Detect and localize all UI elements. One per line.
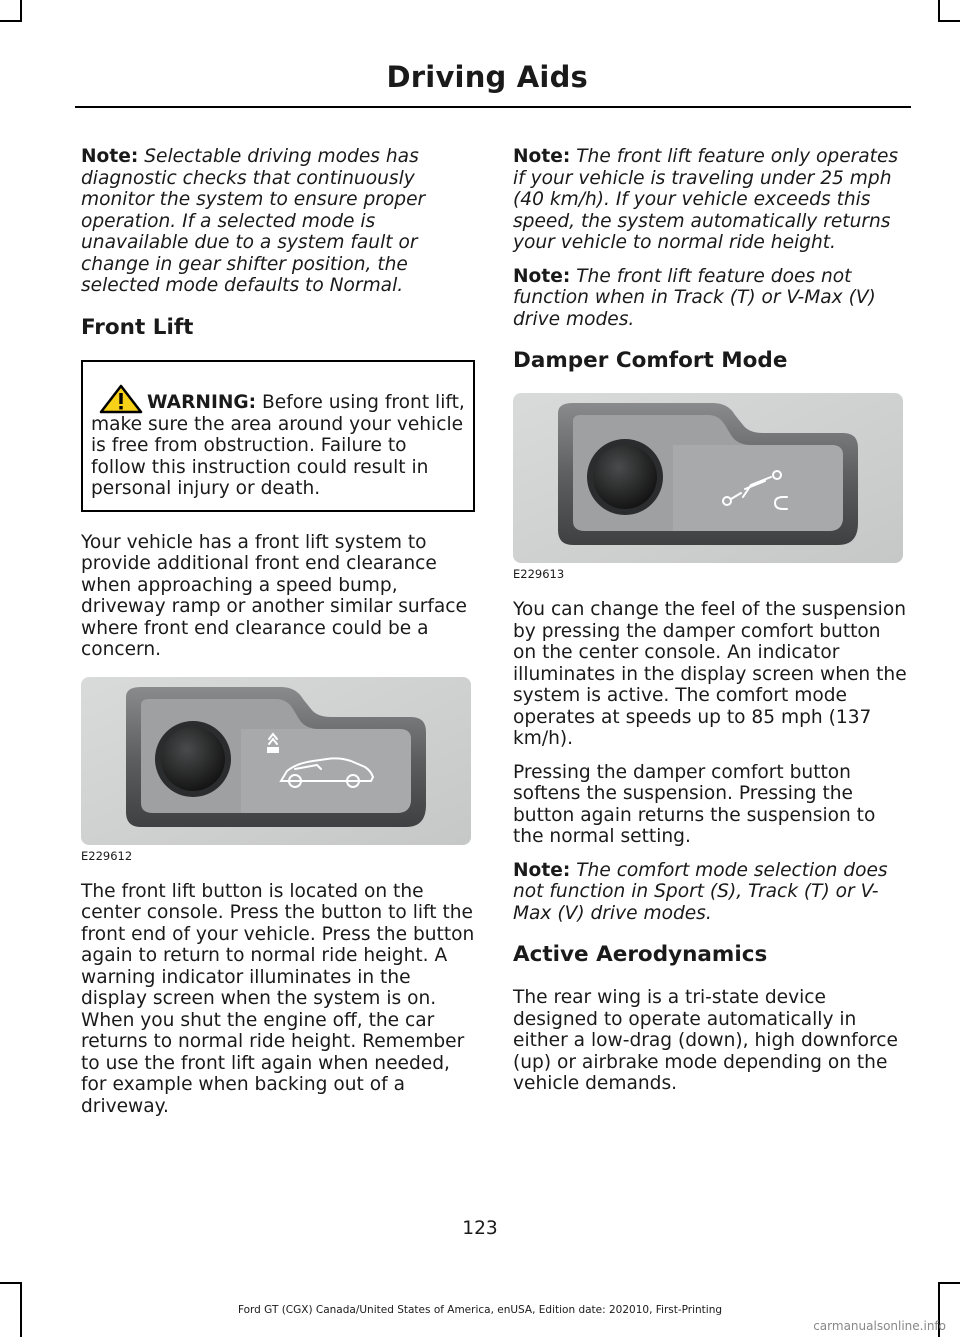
warning-text: Before using front lift, make sure the area around your vehicle is free from obstruction. Failure to follow this instruction could result in personal injury or death. [91, 391, 465, 499]
note-label: Note: [81, 146, 139, 167]
figure-damper-comfort-button [513, 393, 908, 581]
note-drive-modes [513, 266, 908, 331]
note-text: The front lift feature does not function when in Track (T) or V-Max (V) drive modes. [513, 265, 876, 330]
warning-label: WARNING: [147, 391, 257, 413]
page-title: Driving Aids [386, 60, 588, 94]
watermark: carmanualsonline.info [813, 1319, 946, 1333]
page-number: 123 [462, 1218, 498, 1239]
warning-box [81, 360, 475, 512]
crop-mark-top-right [938, 20, 960, 22]
crop-mark-bottom-left [0, 1282, 22, 1284]
figure-code: E229612 [81, 848, 133, 863]
figure-code: E229613 [513, 567, 565, 581]
note-comfort-mode [513, 860, 908, 925]
crop-mark-bottom-right [938, 1282, 960, 1284]
warning-triangle-icon [99, 384, 143, 414]
heading-front-lift: Front Lift [81, 314, 194, 340]
paragraph-front-lift-usage: The front lift button is located on the center console. Press the button to lift the front end of your vehicle. Press the button again to return to normal ride height. A warning indicator illuminates in the display screen when the system is on. When you shut the engine off, the car returns to normal ride height. Remember to use the front lift again when needed, for example when backing out of a driveway. [81, 880, 475, 1117]
note-text: Selectable driving modes has diagnostic checks that continuously monitor the system to ensure proper operation. If a selected mode is unavailable due to a system fault or change in gear shifter position, the selected mode defaults to Normal. [81, 146, 426, 296]
paragraph-rear-wing: The rear wing is a tri-state device designed to operate automatically in either a low-drag (down), high downforce (up) or airbrake mode depending on the vehicle demands. [513, 987, 898, 1094]
note-text: The front lift feature only operates if your vehicle is traveling under 25 mph (40 km/h). If your vehicle exceeds this speed, the system automatically returns your vehicle to normal ride height. [513, 146, 899, 253]
header-rule [75, 106, 911, 108]
note-speed-limit [513, 146, 908, 254]
left-column [81, 146, 475, 1129]
note-label: Note: [513, 146, 571, 167]
right-column [513, 146, 908, 1107]
heading-damper-comfort-mode: Damper Comfort Mode [513, 348, 788, 373]
crop-mark-top-left [20, 0, 22, 22]
note-selectable-modes [81, 146, 475, 297]
damper-comfort-button-illustration [513, 393, 903, 563]
note-label: Note: [513, 859, 571, 881]
front-lift-button-illustration [81, 677, 471, 845]
note-text: The comfort mode selection does not function in Sport (S), Track (T) or V-Max (V) drive modes. [513, 859, 888, 924]
paragraph-front-lift-intro: Your vehicle has a front lift system to provide additional front end clearance when approaching a speed bump, driveway ramp or another similar surface where front end clearance could be a concern. [81, 531, 467, 660]
paragraph-damper-intro: You can change the feel of the suspension by pressing the damper comfort button on the center console. An indicator illuminates in the display screen when the system is active. The comfort mode operates at speeds up to 85 mph (137 km/h). [513, 599, 907, 749]
heading-active-aerodynamics: Active Aerodynamics [513, 942, 768, 967]
warning-paragraph [91, 384, 465, 500]
crop-mark-top-left [0, 20, 22, 22]
edition-info: Ford GT (CGX) Canada/United States of America, enUSA, Edition date: 202010, First-Printing [237, 1304, 723, 1316]
figure-front-lift-button [81, 677, 475, 863]
paragraph-damper-toggle: Pressing the damper comfort button softens the suspension. Pressing the button again returns the suspension to the normal setting. [513, 761, 876, 847]
crop-mark-top-right [938, 0, 940, 22]
note-label: Note: [513, 265, 571, 287]
